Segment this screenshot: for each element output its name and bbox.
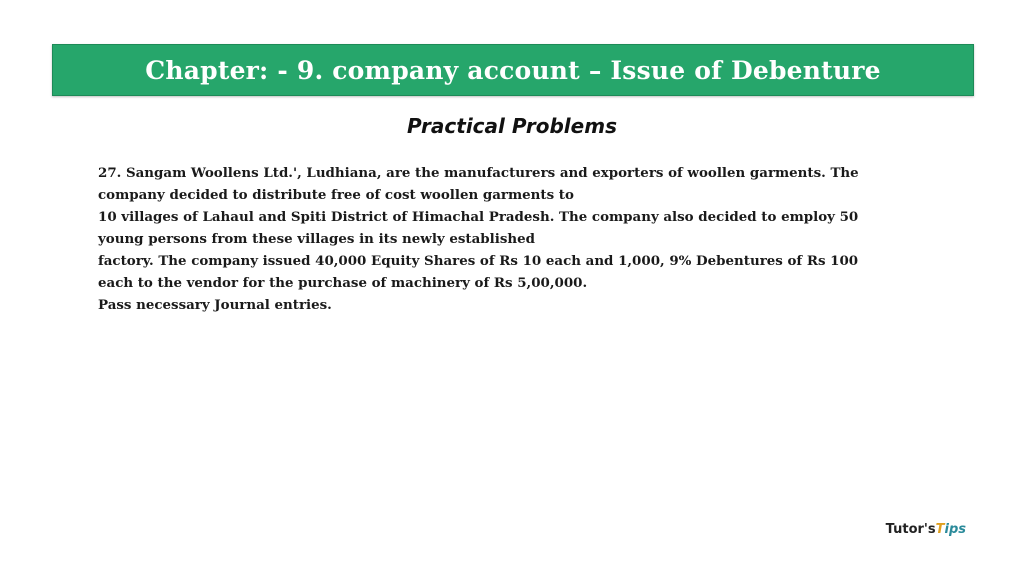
problem-line: factory. The company issued 40,000 Equity Shares of Rs 10 each and 1,000, 9% Debentures of Rs 100 xyxy=(98,253,859,269)
tutors-tips-logo xyxy=(886,522,966,537)
section-subtitle: Practical Problems xyxy=(407,114,617,138)
logo-text-ips: ips xyxy=(944,522,966,537)
chapter-title: Chapter: - 9. company account – Issue of Debenture xyxy=(145,55,881,85)
problem-line: young persons from these villages in its newly established xyxy=(98,231,535,247)
problem-line: company decided to distribute free of cost woollen garments to xyxy=(98,187,574,203)
chapter-banner xyxy=(52,44,974,96)
problem-line: 27. Sangam Woollens Ltd.', Ludhiana, are the manufacturers and exporters of woollen garments. The xyxy=(98,165,859,181)
problem-line: 10 villages of Lahaul and Spiti District of Himachal Pradesh. The company also decided to employ 50 xyxy=(98,209,859,225)
problem-line: Pass necessary Journal entries. xyxy=(98,297,332,313)
logo-text-tutors: Tutor's xyxy=(885,522,936,537)
problem-text xyxy=(98,162,958,316)
logo-text-t: T xyxy=(935,522,945,537)
problem-line: each to the vendor for the purchase of machinery of Rs 5,00,000. xyxy=(98,275,588,291)
